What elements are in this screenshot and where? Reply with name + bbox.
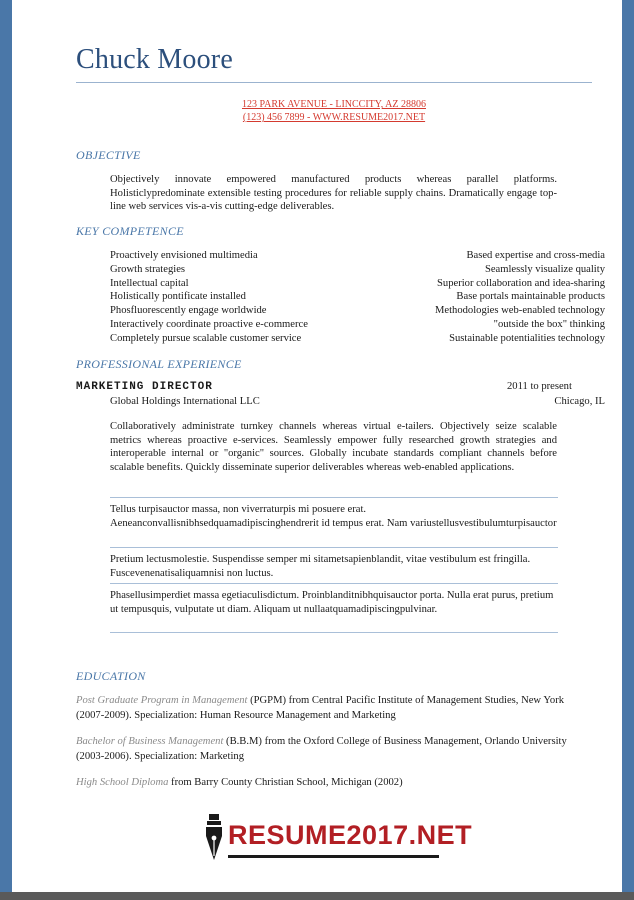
divider (110, 632, 558, 633)
competence-right: Sustainable potentialities technology (449, 333, 605, 344)
education-detail: (B.B.M) from the Oxford College of Business Management, Orlando University (2003-2006). Specialization: Marketing (76, 736, 567, 762)
education-entry (76, 694, 592, 723)
education-detail: (PGPM) from Central Pacific Institute of Management Studies, New York (2007-2009). Specialization: Human Resource Management and Marketing (76, 695, 565, 721)
education-program: Post Graduate Program in Management (76, 695, 248, 706)
competence-right: Methodologies web-enabled technology (434, 305, 605, 316)
competence-left: Holistically pontificate installed (110, 291, 246, 302)
competence-right: Seamlessly visualize quality (484, 264, 605, 275)
left-accent-bar (0, 0, 12, 892)
education-heading: EDUCATION (76, 669, 146, 683)
resume-name: Chuck Moore (76, 44, 233, 75)
job-title: MARKETING DIRECTOR (76, 381, 213, 393)
competence-row (110, 333, 605, 347)
job-location: Chicago, IL (554, 396, 605, 407)
divider (110, 547, 558, 548)
competence-right: "outside the box" thinking (493, 319, 605, 330)
job-dates: 2011 to present (507, 381, 572, 392)
competence-row (110, 319, 605, 333)
job-summary: Collaboratively administrate turnkey channels whereas virtual e-tailers. Objectively seize scalable metrics whereas proactive e-services. Seamlessly empower fully researched growth strategies and interoperable internal or "organic" sources. Globally incubate standards compliant channels before scalable benefits. Quickly disseminate superior deliverables whereas web-enabled applications. (110, 421, 557, 473)
competence-row (110, 291, 605, 305)
education-program: Bachelor of Business Management (76, 736, 224, 747)
competence-right: Superior collaboration and idea-sharing (437, 278, 605, 289)
competence-right: Base portals maintainable products (456, 291, 605, 302)
education-detail: from Barry County Christian School, Michigan (2002) (168, 777, 403, 788)
education-entry (76, 776, 592, 791)
key-competence-heading: KEY COMPETENCE (76, 224, 184, 238)
right-accent-bar (622, 0, 634, 892)
competence-row (110, 264, 605, 278)
resume2017-logo[interactable] (200, 812, 473, 864)
divider (110, 583, 558, 584)
competence-right: Based expertise and cross-media (466, 250, 605, 261)
objective-heading: OBJECTIVE (76, 148, 141, 162)
education-program: High School Diploma (76, 777, 169, 788)
contact-phone-website[interactable]: (123) 456 7899 - WWW.RESUME2017.NET (242, 112, 426, 123)
name-divider (76, 82, 592, 83)
competence-left: Proactively envisioned multimedia (110, 250, 258, 261)
competence-left: Interactively coordinate proactive e-commerce (110, 319, 308, 330)
competence-row (110, 278, 605, 292)
logo-text: RESUME2017.NET (228, 820, 473, 850)
logo-underline (228, 855, 439, 858)
experience-bullet: Tellus turpisauctor massa, non viverraturpis mi posuere erat. Aeneanconvallisnibhsedquamadipiscinghendrerit id tempus erat. Nam variustellusvestibulumturpisauctor (110, 504, 557, 529)
experience-bullet: Pretium lectusmolestie. Suspendisse semper mi sitametsapienblandit, vitae vestibulum est fringilla. Fuscevenenatisaliquamnisi non luctus. (110, 554, 531, 579)
bottom-bar (0, 892, 634, 900)
competence-left: Completely pursue scalable customer service (110, 333, 302, 344)
competence-left: Growth strategies (110, 264, 186, 275)
competence-left: Phosfluorescently engage worldwide (110, 305, 267, 316)
competence-left: Intellectual capital (110, 278, 189, 289)
competence-row (110, 305, 605, 319)
competence-row (110, 250, 605, 264)
divider (110, 497, 558, 498)
experience-heading: PROFESSIONAL EXPERIENCE (76, 357, 242, 371)
fountain-pen-nib-icon (200, 812, 228, 864)
contact-address[interactable]: 123 PARK AVENUE - LINCCITY, AZ 28806 (242, 99, 426, 110)
experience-bullet: Phasellusimperdiet massa egetiaculisdictum. Proinblanditnibhquisauctor porta. Nulla erat purus, pretium ut tempusquis, vulputate ut diam. Aliquam ut nullaatquamadipiscingpulvinar. (110, 590, 554, 615)
company-name: Global Holdings International LLC (110, 396, 260, 407)
objective-text: Objectively innovate empowered manufactured products whereas parallel platforms. Holisticlypredominate extensible testing procedures for reliable supply chains. Dramatically engage top-line web services vis-a-vis cutting-edge deliverables. (110, 174, 557, 212)
education-entry (76, 735, 592, 764)
